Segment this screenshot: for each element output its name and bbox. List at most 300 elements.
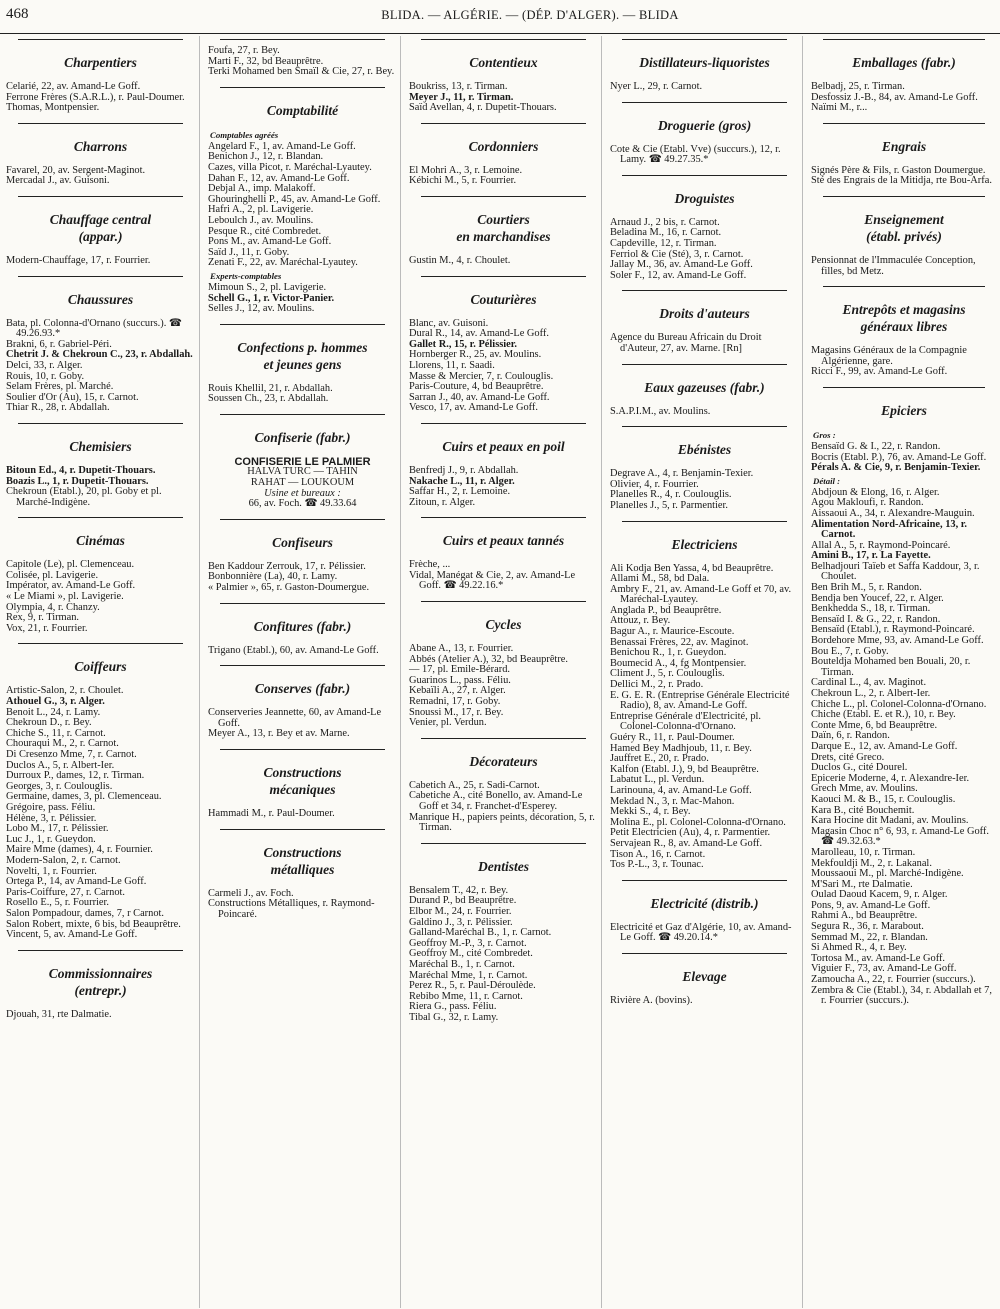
directory-section (6, 211, 195, 267)
directory-entry: Mekki S., 4, r. Bey. (610, 806, 691, 818)
directory-entry: Magasin Choc n° 6, 93, r. Amand-Le Goff. ☎ 49.32.63.* (811, 825, 989, 848)
directory-entry: Magasins Généraux de la Compagnie Algérienne, gare. (811, 345, 967, 367)
directory-section (409, 438, 598, 508)
section-rule (220, 519, 385, 520)
directory-entry: Favarel, 20, av. Sergent-Maginot. (6, 164, 146, 176)
directory-entry: Kalfon (Etabl. J.), 9, bd Beauprêtre. (610, 763, 759, 775)
directory-entry: Marolleau, 10, r. Tirman. (811, 846, 916, 858)
directory-section (409, 138, 598, 187)
directory-entry: Planelles R., 4, r. Coulouglis. (610, 489, 732, 501)
directory-entry: Servajean R., 8, av. Amand-Le Goff. (610, 837, 763, 849)
section-heading: Commissionnaires (entrepr.) (48, 965, 153, 998)
directory-entry: Pérals A. & Cie, 9, r. Benjamin-Texier. (811, 462, 981, 474)
directory-entry: Riera G., pass. Féliu. (409, 1001, 497, 1013)
directory-entry: Electricité et Gaz d'Algérie, 10, av. Amand-Le Goff. ☎ 49.20.14.* (610, 921, 792, 944)
directory-entry: Segura R., 36, r. Marabout. (811, 921, 924, 933)
directory-entry: Bocris (Etabl. P.), 76, av. Amand-Le Goff. (811, 451, 987, 463)
directory-entry: Bonbonnière (La), 40, r. Lamy. (208, 571, 338, 583)
directory-entry: Modern-Chauffage, 17, r. Fourrier. (6, 254, 151, 266)
directory-entry: Allal A., 5, r. Raymond-Poincaré. (811, 539, 951, 551)
directory-entry: Belhadjouri Taïeb et Saffa Kaddour, 3, r. Choulet. (811, 560, 980, 583)
directory-entry: Ricci F., 99, av. Amand-Le Goff. (811, 366, 948, 378)
section-rule (220, 749, 385, 750)
directory-entry: Vox, 21, r. Fourrier. (6, 622, 88, 634)
directory-entry: Soulier d'Or (Au), 15, r. Carnot. (6, 391, 139, 403)
directory-entry: Rouis, 10, r. Goby. (6, 370, 85, 382)
directory-section (409, 616, 598, 729)
column-4 (601, 36, 803, 1308)
directory-entry: HALVA TURC — TAHIN (247, 466, 358, 478)
section-rule (220, 665, 385, 666)
section-heading: Cycles (485, 617, 522, 633)
section-heading: Contentieux (469, 55, 538, 70)
section-rule (18, 276, 183, 277)
directory-entry: Kara B., cité Bouchemit. (811, 804, 915, 816)
directory-entry: Kebaïli A., 27, r. Alger. (409, 685, 506, 697)
directory-entry: Ali Kodja Ben Yassa, 4, bd Beauprêtre. (610, 562, 774, 574)
section-rule (220, 829, 385, 830)
section-rule (220, 603, 385, 604)
directory-entry: Llorens, 11, r. Saadi. (409, 359, 495, 371)
directory-entry: Marti F., 32, bd Beauprêtre. (208, 55, 324, 67)
subheading: Détail : (813, 475, 841, 486)
directory-entry: Venier, pl. Verdun. (409, 717, 487, 729)
directory-entry: Novelti, 1, r. Fourrier. (6, 865, 97, 877)
directory-entry: Belbadj, 25, r. Tirman. (811, 81, 905, 92)
directory-entry: Olivier, 4, r. Fourrier. (610, 478, 699, 490)
directory-entry: Guéry R., 11, r. Paul-Doumer. (610, 732, 735, 743)
section-rule (823, 196, 985, 197)
directory-entry: Bata, pl. Colonna-d'Ornano (succurs.). ☎ 49.26.93.* (6, 317, 182, 340)
directory-entry: Zenati F., 22, av. Maréchal-Lyautey. (208, 257, 358, 269)
section-rule (622, 39, 787, 40)
section-rule (18, 950, 183, 951)
directory-entry: Debjal A., imp. Malakoff. (208, 183, 316, 195)
directory-entry: Jallay M., 36, av. Amand-Le Goff. (610, 259, 753, 271)
directory-entry: Cabetiche A., cité Bonello, av. Amand-Le Goff et 34, r. Franchet-d'Esperey. (409, 790, 583, 812)
directory-entry: Ferrone Frères (S.A.R.L.), r. Paul-Doumer. (6, 91, 185, 103)
section-heading: Confiserie (fabr.) (254, 429, 351, 445)
directory-entry: Conte Mme, 6, bd Beauprêtre. (811, 719, 938, 731)
directory-entry: Grégoire, pass. Féliu. (6, 801, 96, 813)
section-rule (823, 39, 985, 40)
directory-entry: CONFISERIE LE PALMIER (234, 455, 371, 468)
directory-entry: Epicerie Moderne, 4, r. Alexandre-Ier. (811, 772, 970, 784)
directory-entry: Soler F., 12, av. Amand-Le Goff. (610, 269, 747, 281)
directory-entry: Vidal, Manégat & Cie, 2, av. Amand-Le Goff. ☎ 49.22.16.* (409, 569, 576, 592)
section-rule (421, 276, 586, 277)
directory-entry: Salon Pompadour, dames, 7, r Carnot. (6, 907, 165, 919)
page-number: 468 (6, 6, 29, 22)
section-rule (220, 87, 385, 88)
directory-entry: Kaouci M. & B., 15, r. Coulouglis. (811, 793, 956, 805)
section-rule (823, 387, 985, 388)
directory-entry: Naïmi M., r... (811, 102, 868, 114)
column-2 (199, 36, 401, 1308)
directory-entry: Climent J., 5, r. Coulouglis. (610, 668, 725, 680)
directory-section (6, 54, 195, 114)
directory-entry: Artistic-Salon, 2, r. Choulet. (6, 685, 124, 697)
subheading: Gros : (813, 429, 836, 440)
directory-section (6, 438, 195, 508)
directory-entry: Labatut L., pl. Verdun. (610, 774, 705, 786)
directory-entry: « Le Miami », pl. Lavigerie. (6, 591, 124, 603)
directory-entry: Galland-Maréchal B., 1, r. Carnot. (409, 927, 552, 939)
directory-entry: Beladina M., 16, r. Carnot. (610, 227, 722, 239)
directory-entry: Germaine, dames, 3, pl. Clemenceau. (6, 791, 162, 803)
directory-section (409, 211, 598, 267)
directory-entry: Jauffret E., 20, r. Prado. (610, 753, 709, 765)
directory-entry: Thiar R., 28, r. Abdallah. (6, 402, 110, 414)
directory-entry: Bensaïd (Etabl.), r. Raymond-Poincaré. (811, 624, 975, 636)
directory-section (208, 764, 397, 820)
directory-entry: Rosello E., 5, r. Fourrier. (6, 897, 110, 909)
directory-entry: Olympia, 4, r. Chanzy. (6, 601, 100, 613)
directory-entry: Pons, 9, av. Amand-Le Goff. (811, 899, 931, 911)
directory-entry: Bensalem T., 42, r. Bey. (409, 884, 509, 896)
section-rule (421, 843, 586, 844)
directory-section (409, 54, 598, 114)
section-heading: Confitures (fabr.) (253, 618, 352, 634)
directory-entry: RAHAT — LOUKOUM (250, 477, 355, 489)
section-heading: Droguerie (gros) (657, 117, 752, 133)
directory-entry: M'Sari M., rte Dalmatie. (811, 878, 913, 890)
directory-entry: Degrave A., 4, r. Benjamin-Texier. (610, 468, 754, 480)
header-rule (0, 33, 1000, 34)
directory-entry: Benoit L., 24, r. Lamy. (6, 706, 101, 718)
column-3 (400, 36, 602, 1308)
section-rule (18, 196, 183, 197)
directory-section (208, 618, 397, 657)
section-rule (18, 517, 183, 518)
directory-entry: Hammadi M., r. Paul-Doumer. (208, 808, 335, 819)
directory-entry: Masse & Mercier, 7, r. Coulouglis. (409, 370, 554, 382)
directory-section (610, 379, 799, 418)
section-heading: Enseignement (établ. privés) (864, 211, 944, 244)
section-heading: Eaux gazeuses (fabr.) (644, 379, 765, 395)
directory-entry: Celarié, 22, av. Amand-Le Goff. (6, 81, 141, 92)
directory-entry: Meyer A., 13, r. Bey et av. Marne. (208, 728, 350, 740)
directory-entry: Georges, 3, r. Coulouglis. (6, 780, 113, 792)
directory-entry: Chouraqui M., 2, r. Carnot. (6, 738, 119, 750)
section-heading: Electricité (distrib.) (650, 895, 759, 911)
directory-entry: 66, av. Foch. ☎ 49.33.64 (248, 498, 357, 510)
directory-entry: Abdjoun & Elong, 16, r. Alger. (811, 486, 940, 498)
section-rule (421, 601, 586, 602)
section-heading: Emballages (fabr.) (852, 55, 956, 70)
directory-entry: Luc J., 1, r. Gueydon. (6, 833, 96, 845)
column-1 (0, 36, 199, 1308)
directory-entry: Dahan F., 12, av. Amand-Le Goff. (208, 172, 350, 184)
directory-entry: Geoffroy M.-P., 3, r. Carnot. (409, 937, 527, 949)
directory-entry: Ghouringhelli P., 45, av. Amand-Le Goff. (208, 193, 381, 205)
section-heading: Dentistes (477, 858, 529, 874)
directory-entry: Maire Mme (dames), 4, r. Fournier. (6, 844, 153, 856)
directory-section (409, 858, 598, 1024)
directory-entry: Darque E., 12, av. Amand-Le Goff. (811, 740, 958, 752)
directory-entry: Allami M., 58, bd Dala. (610, 573, 710, 585)
directory-entry: Frèche, ... (409, 559, 451, 571)
directory-entry: Dellici M., 2, r. Prado. (610, 679, 704, 691)
directory-entry: Ortega P., 14, av Amand-Le Goff. (6, 876, 147, 888)
directory-entry: Planelles J., 5, r. Parmentier. (610, 499, 729, 511)
section-rule (220, 324, 385, 325)
directory-entry: Rex, 9, r. Tirman. (6, 612, 80, 624)
directory-entry: Kébichi M., 5, r. Fourrier. (409, 175, 517, 187)
section-rule (421, 123, 586, 124)
section-rule (421, 738, 586, 739)
directory-entry: Bordehore Mme, 93, av. Amand-Le Goff. (811, 635, 984, 647)
directory-entry: Impérator, av. Amand-Le Goff. (6, 580, 136, 592)
section-heading: Entrepôts et magasins généraux libres (842, 302, 966, 335)
directory-entry: Athouel G., 3, r. Alger. (6, 696, 105, 708)
directory-entry: Pons M., av. Amand-Le Goff. (208, 236, 332, 248)
section-rule (18, 643, 183, 644)
directory-entry: Entreprise Générale d'Electricité, pl. Colonel-Colonna-d'Ornano. (610, 710, 762, 733)
directory-entry: Ferriol & Cie (Sté), 3, r. Carnot. (610, 248, 744, 260)
directory-entry: Tortosa M., av. Amand-Le Goff. (811, 952, 946, 964)
directory-entry: Djouah, 31, rte Dalmatie. (6, 1008, 112, 1020)
section-rule (18, 423, 183, 424)
directory-entry: Capdeville, 12, r. Tirman. (610, 237, 717, 249)
directory-entry: Chiche (Etabl. E. et R.), 10, r. Bey. (811, 709, 956, 721)
directory-entry: Delci, 33, r. Alger. (6, 359, 83, 371)
directory-entry: Pensionnat de l'Immaculée Conception, filles, bd Metz. (811, 254, 976, 277)
directory-entry: Moussaoui M., pl. Marché-Indigène. (811, 868, 964, 880)
directory-entry: Bagur A., r. Maurice-Escoute. (610, 626, 735, 638)
section-rule (622, 521, 787, 522)
directory-section (811, 301, 997, 378)
section-rule (823, 286, 985, 287)
directory-entry: Angelard F., 1, av. Amand-Le Goff. (208, 140, 356, 152)
directory-entry: S.A.P.I.M., av. Moulins. (610, 405, 711, 417)
section-heading: Coiffeurs (74, 659, 127, 675)
directory-entry: Sté des Engrais de la Mitidja, rte Bou-Arfa. (811, 175, 992, 187)
directory-entry: Snoussi M., 17, r. Bey. (409, 706, 504, 718)
directory-section (6, 138, 195, 187)
directory-entry: Maréchal B., 1, r. Carnot. (409, 958, 515, 970)
directory-entry: Aissaoui A., 34, r. Alexandre-Mauguin. (811, 507, 975, 519)
directory-entry: Mekfouldji M., 2, r. Lakanal. (811, 857, 932, 869)
section-rule (18, 39, 183, 40)
subheading: Experts-comptables (210, 270, 282, 281)
directory-entry: Signés Père & Fils, r. Gaston Doumergue. (811, 164, 986, 176)
directory-section (409, 291, 598, 414)
directory-entry: Chiche S., 11, r. Carnot. (6, 727, 106, 739)
directory-entry: Modern-Salon, 2, r. Carnot. (6, 854, 121, 866)
section-rule (220, 39, 385, 40)
section-heading: Cordonniers (468, 138, 539, 154)
section-heading: Elevage (682, 968, 727, 984)
directory-section (610, 968, 799, 1007)
directory-entry: Usine et bureaux : (264, 487, 341, 499)
directory-entry: El Mohri A., 3, r. Lemoine. (409, 164, 523, 176)
directory-section (610, 305, 799, 354)
directory-section (6, 291, 195, 414)
directory-entry: Daïn, 6, r. Randon. (811, 730, 890, 742)
directory-entry: Boukriss, 13, r. Tirman. (409, 81, 508, 92)
directory-section (610, 117, 799, 166)
directory-entry: Larinouna, 4, av. Amand-Le Goff. (610, 784, 752, 796)
directory-entry: Conserveries Jeannette, 60, av Amand-Le Goff. (208, 707, 382, 729)
directory-entry: Benassai Frères, 22, av. Maginot. (610, 636, 749, 648)
directory-entry: Geoffroy M., cité Combredet. (409, 948, 533, 960)
directory-columns (0, 36, 1000, 1308)
directory-entry: Molina E., pl. Colonel-Colonna-d'Ornano. (610, 816, 786, 828)
directory-entry: Grech Mme, av. Moulins. (811, 783, 918, 795)
directory-entry: Oulad Daoud Kacem, 9, r. Alger. (811, 889, 948, 901)
section-heading: Droits d'auteurs (659, 306, 750, 322)
directory-section (208, 46, 397, 78)
directory-entry: Thomas, Montpensier. (6, 102, 100, 114)
directory-entry: Selam Frères, pl. Marché. (6, 381, 114, 393)
directory-section (208, 102, 397, 315)
directory-entry: Anglada P., bd Beauprêtre. (610, 604, 722, 616)
directory-entry: Cazes, villa Picot, r. Maréchal-Lyautey. (208, 161, 372, 173)
section-heading: Couturières (470, 291, 537, 307)
directory-entry: Cardinal L., 4, av. Maginot. (811, 677, 927, 689)
directory-entry: Remadni, 17, r. Goby. (409, 696, 501, 708)
directory-entry: Duclos G., cité Dourel. (811, 762, 908, 774)
section-heading: Confections p. hommes et jeunes gens (237, 339, 368, 372)
directory-entry: Benichou R., 1, r. Gueydon. (610, 647, 727, 659)
directory-entry: Bensaïd I. & G., 22, r. Randon. (811, 613, 941, 625)
section-heading: Cinémas (76, 533, 125, 549)
subheading: Comptables agréés (210, 129, 279, 140)
section-heading: Chauffage central (appar.) (49, 211, 152, 244)
directory-entry: Selles J., 12, av. Moulins. (208, 303, 315, 315)
directory-entry: Paris-Couture, 4, bd Beauprêtre. (409, 381, 544, 393)
directory-entry: Bouteldja Mohamed ben Bouali, 20, r. Tirman. (811, 656, 971, 678)
directory-entry: Vincent, 5, av. Amand-Le Goff. (6, 929, 138, 941)
directory-entry: Maréchal Mme, 1, r. Carnot. (409, 969, 528, 981)
directory-entry: Mekdad N., 3, r. Mac-Mahon. (610, 795, 735, 807)
directory-section (811, 54, 997, 114)
section-rule (421, 517, 586, 518)
section-heading: Cuirs et peaux en poil (442, 438, 565, 454)
directory-entry: Saïd J., 11, r. Goby. (208, 246, 290, 258)
directory-entry: Dural R., 14, av. Amand-Le Goff. (409, 328, 549, 340)
directory-entry: Chekroun (Etabl.), 20, pl. Goby et pl. Marché-Indigène. (6, 486, 162, 508)
directory-section (610, 441, 799, 511)
directory-entry: Hélène, 3, r. Pélissier. (6, 812, 97, 824)
directory-entry: Hamed Bey Madhjoub, 11, r. Bey. (610, 742, 752, 754)
directory-entry: Chekroun L., 2, r. Albert-Ier. (811, 688, 931, 699)
section-rule (421, 196, 586, 197)
directory-entry: Viguier F., 73, av. Amand-Le Goff. (811, 963, 957, 975)
directory-entry: Agou Makloufi, r. Randon. (811, 497, 924, 509)
directory-entry: Bitoun Ed., 4, r. Dupetit-Thouars. (6, 464, 156, 476)
directory-entry: Salon Robert, mixte, 6 bis, bd Beauprêtre. (6, 918, 181, 930)
directory-entry: Mimoun S., 2, pl. Lavigerie. (208, 281, 327, 293)
directory-entry: Lobo M., 17, r. Pélissier. (6, 823, 109, 835)
section-heading: Engrais (881, 138, 927, 154)
directory-entry: Benkhedda S., 18, r. Tirman. (811, 603, 931, 615)
directory-entry: Elbor M., 24, r. Fourrier. (409, 905, 512, 917)
directory-entry: Durand P., bd Beauprêtre. (409, 895, 517, 907)
column-5 (802, 36, 1000, 1308)
directory-entry: Saïd Avellan, 4, r. Dupetit-Thouars. (409, 102, 557, 114)
directory-entry: Zamoucha A., 22, r. Fourrier (succurs.). (811, 974, 976, 986)
directory-entry: Colisée, pl. Lavigerie. (6, 569, 99, 581)
directory-entry: Bendja ben Youcef, 22, r. Alger. (811, 592, 944, 604)
directory-entry: Meyer J., 11, r. Tirman. (409, 91, 514, 103)
directory-entry: Guarinos L., pass. Féliu. (409, 674, 511, 686)
section-heading: Droguistes (674, 190, 735, 206)
section-heading: Distillateurs-liquoristes (639, 55, 770, 70)
section-heading: Conserves (fabr.) (254, 681, 351, 697)
directory-section (811, 402, 997, 1007)
directory-section (610, 54, 799, 93)
section-heading: Constructions mécaniques (263, 765, 342, 797)
section-rule (622, 175, 787, 176)
directory-entry: Hafri A., 2, pl. Lavigerie. (208, 204, 314, 216)
section-rule (622, 290, 787, 291)
section-heading: Epiciers (881, 402, 927, 418)
directory-entry: Carmeli J., av. Foch. (208, 887, 294, 899)
directory-entry: Hornberger R., 25, av. Moulins. (409, 349, 542, 361)
directory-entry: Soussen Ch., 23, r. Abdallah. (208, 393, 329, 405)
section-rule (622, 880, 787, 881)
directory-entry: Abbés (Atelier A.), 32, bd Beauprêtre. (409, 653, 568, 665)
directory-entry: Gallet R., 15, r. Pélissier. (409, 338, 518, 350)
directory-entry: Cabetich A., 25, r. Sadi-Carnot. (409, 779, 540, 791)
directory-section (208, 680, 397, 740)
directory-entry: Zitoun, r. Alger. (409, 496, 476, 508)
directory-entry: Petit Electricien (Au), 4, r. Parmentier. (610, 827, 771, 839)
directory-entry: E. G. E. R. (Entreprise Générale Electricité Radio), 8, av. Amand-Le Goff. (610, 689, 790, 712)
section-heading: Décorateurs (469, 753, 538, 769)
directory-entry: — 17, pl. Emile-Bérard. (409, 664, 510, 676)
section-heading: Charpentiers (64, 55, 137, 70)
directory-entry: Trigano (Etabl.), 60, av. Amand-Le Goff. (208, 644, 379, 656)
directory-entry: Agence du Bureau Africain du Droit d'Auteur, 27, av. Marne. [Rn] (610, 332, 762, 354)
directory-entry: Bou E., 7, r. Goby. (811, 645, 889, 657)
directory-entry: Ben Brih M., 5, r. Randon. (811, 582, 922, 594)
directory-entry: Paris-Coiffure, 27, r. Carnot. (6, 886, 125, 898)
directory-entry: « Palmier », 65, r. Gaston-Doumergue. (208, 582, 370, 594)
directory-entry: Duclos A., 5, r. Albert-Ier. (6, 759, 115, 771)
directory-entry: Attouz, r. Bey. (610, 615, 671, 627)
section-heading: Chemisiers (69, 438, 132, 454)
page-title: BLIDA. — ALGÉRIE. — (DÉP. D'ALGER). — BLIDA (381, 8, 679, 22)
directory-entry: Bensaïd G. & I., 22, r. Randon. (811, 440, 941, 452)
directory-entry: Blanc, av. Guisoni. (409, 317, 489, 329)
directory-entry: Pesque R., cité Combredet. (208, 225, 322, 237)
directory-entry: Manrique H., papiers peints, décoration, 5, r. Tirman. (409, 811, 595, 834)
directory-section (409, 532, 598, 592)
directory-entry: Benfredj J., 9, r. Abdallah. (409, 464, 519, 476)
directory-section (610, 536, 799, 871)
section-heading: Charrons (73, 138, 128, 154)
directory-entry: Chetrit J. & Chekroun C., 23, r. Abdallah. (6, 349, 193, 361)
directory-section (208, 844, 397, 921)
directory-entry: Kara Hocine dit Madani, av. Moulins. (811, 815, 969, 827)
directory-entry: Perez R., 5, r. Paul-Déroulède. (409, 980, 536, 992)
directory-entry: Drets, cité Greco. (811, 751, 885, 763)
directory-entry: Tibal G., 32, r. Lamy. (409, 1011, 499, 1023)
directory-entry: Desfossiz J.-B., 84, av. Amand-Le Goff. (811, 91, 978, 103)
directory-section (6, 658, 195, 940)
section-heading: Cuirs et peaux tannés (442, 533, 565, 549)
directory-entry: Mercadal J., av. Guisoni. (6, 175, 110, 187)
directory-entry: Semmad M., 22, r. Blandan. (811, 931, 928, 943)
directory-entry: Tison A., 16, r. Carnot. (610, 848, 706, 860)
section-heading: Chaussures (67, 291, 134, 307)
directory-entry: Vesco, 17, av. Amand-Le Goff. (409, 402, 538, 414)
section-heading: Electriciens (671, 536, 738, 552)
directory-entry: Zembra & Cie (Etabl.), 34, r. Abdallah et 7, r. Fourrier (succurs.). (811, 984, 992, 1007)
